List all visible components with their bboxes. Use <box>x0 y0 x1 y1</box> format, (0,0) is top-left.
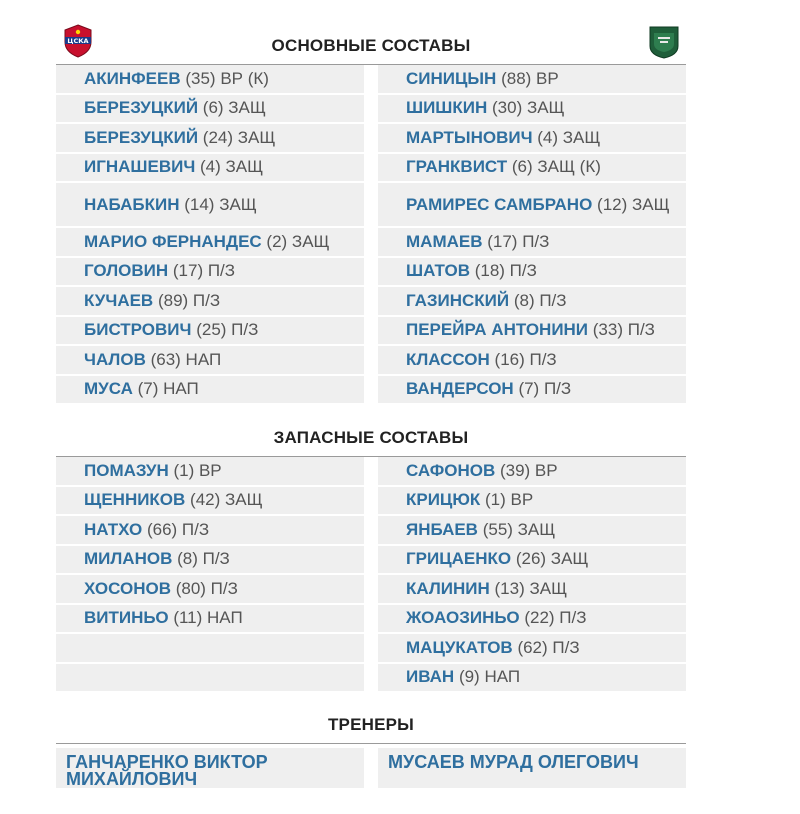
player-number-position: (22) П/З <box>524 608 587 628</box>
starting-lineups <box>56 65 686 405</box>
player-entry <box>406 637 580 657</box>
player-row[interactable] <box>378 487 686 517</box>
home-coach[interactable]: ГАНЧАРЕНКО ВИКТОР МИХАЙЛОВИЧ <box>56 748 364 788</box>
player-row <box>56 634 364 664</box>
player-row[interactable] <box>378 65 686 95</box>
player-name[interactable]: МУСА <box>84 379 133 399</box>
player-number-position: (30) ЗАЩ <box>492 98 565 118</box>
player-row[interactable] <box>378 124 686 154</box>
player-entry <box>406 194 670 214</box>
player-row[interactable] <box>56 346 364 376</box>
player-row[interactable] <box>378 228 686 258</box>
player-entry <box>406 578 568 598</box>
player-name[interactable]: САФОНОВ <box>406 460 496 480</box>
section-title-subs: ЗАПАСНЫЕ СОСТАВЫ <box>273 428 469 447</box>
player-number-position: (4) ЗАЩ <box>537 127 601 147</box>
section-title-starting: ОСНОВНЫЕ СОСТАВЫ <box>271 36 471 55</box>
home-subs-list <box>56 457 364 693</box>
player-entry <box>406 290 567 310</box>
player-name[interactable]: СИНИЦЫН <box>406 68 497 88</box>
player-row[interactable] <box>378 634 686 664</box>
player-entry <box>406 127 601 147</box>
player-name[interactable]: МАРТЫНОВИЧ <box>406 127 533 147</box>
player-number-position: (8) П/З <box>177 549 230 569</box>
section-header-starting <box>56 0 686 65</box>
player-number-position: (7) НАП <box>137 379 199 399</box>
player-entry <box>406 349 557 369</box>
player-number-position: (35) ВР (К) <box>185 68 269 88</box>
player-row[interactable] <box>56 287 364 317</box>
player-name[interactable]: ИВАН <box>406 667 455 687</box>
player-number-position: (80) П/З <box>175 578 238 598</box>
player-row <box>56 664 364 694</box>
player-row[interactable] <box>56 575 364 605</box>
player-number-position: (13) ЗАЩ <box>494 578 568 598</box>
player-entry <box>84 263 235 279</box>
player-number-position: (1) ВР <box>173 460 222 480</box>
player-row[interactable] <box>378 516 686 546</box>
player-number-position: (66) П/З <box>146 519 210 539</box>
player-name[interactable]: ШАТОВ <box>406 261 470 281</box>
player-number-position: (39) ВР <box>499 460 558 480</box>
player-name[interactable]: МАРИО ФЕРНАНДЕС <box>84 231 262 251</box>
player-row[interactable] <box>378 95 686 125</box>
player-name[interactable]: КЛАССОН <box>406 349 490 369</box>
player-entry <box>84 159 263 175</box>
player-number-position: (4) ЗАЩ <box>200 157 264 177</box>
player-entry <box>84 610 243 626</box>
player-row[interactable] <box>378 317 686 347</box>
player-name[interactable]: ГОЛОВИН <box>84 261 169 281</box>
player-entry <box>84 492 263 508</box>
player-entry <box>84 460 222 480</box>
player-entry <box>406 68 559 88</box>
player-name[interactable]: ГРАНКВИСТ <box>406 157 508 177</box>
player-row[interactable] <box>56 183 364 228</box>
player-number-position: (1) ВР <box>485 490 534 510</box>
player-entry <box>406 100 565 116</box>
player-number-position: (63) НАП <box>150 349 222 369</box>
player-number-position: (18) П/З <box>474 261 537 281</box>
player-name[interactable]: НАБАБКИН <box>84 194 180 214</box>
player-row[interactable] <box>378 546 686 576</box>
player-row[interactable] <box>56 154 364 184</box>
player-name[interactable]: КУЧАЕВ <box>84 290 154 310</box>
player-name[interactable]: КАЛИНИН <box>406 578 490 598</box>
player-entry <box>406 610 587 626</box>
player-row[interactable] <box>56 487 364 517</box>
player-number-position: (88) ВР <box>501 68 559 88</box>
player-row[interactable] <box>56 546 364 576</box>
player-name[interactable]: РАМИРЕС САМБРАНО <box>406 194 593 214</box>
player-entry <box>406 263 537 279</box>
player-row[interactable] <box>56 258 364 288</box>
section-title-coaches: ТРЕНЕРЫ <box>327 715 415 734</box>
player-number-position: (6) ЗАЩ (К) <box>511 157 601 177</box>
player-number-position: (55) ЗАЩ <box>482 519 556 539</box>
player-entry <box>406 460 558 480</box>
player-entry <box>406 669 520 685</box>
player-number-position: (9) НАП <box>458 667 521 687</box>
player-entry <box>406 322 655 338</box>
player-name[interactable]: БЕРЕЗУЦКИЙ <box>84 98 199 118</box>
player-number-position: (33) П/З <box>592 320 655 340</box>
player-entry <box>84 551 230 567</box>
section-header-coaches <box>56 693 686 744</box>
player-number-position: (8) П/З <box>513 290 567 310</box>
home-starting-list <box>56 65 364 405</box>
player-entry <box>84 100 266 116</box>
player-number-position: (26) ЗАЩ <box>515 549 589 569</box>
player-row[interactable] <box>378 154 686 184</box>
player-name[interactable]: ХОСОНОВ <box>84 578 171 598</box>
player-number-position: (24) ЗАЩ <box>202 127 276 147</box>
player-number-position: (6) ЗАЩ <box>202 98 266 118</box>
away-starting-list <box>378 65 686 405</box>
player-number-position: (17) П/З <box>487 231 550 251</box>
player-name[interactable]: ЧАЛОВ <box>84 349 146 369</box>
player-row[interactable] <box>56 95 364 125</box>
player-entry <box>406 231 550 251</box>
player-entry <box>406 381 571 397</box>
player-name[interactable]: ВАНДЕРСОН <box>406 379 514 399</box>
away-coach[interactable]: МУСАЕВ МУРАД ОЛЕГОВИЧ <box>378 748 686 788</box>
player-name[interactable]: БЕРЕЗУЦКИЙ <box>84 127 199 147</box>
substitute-lineups <box>56 457 686 693</box>
player-entry <box>84 194 257 214</box>
player-number-position: (17) П/З <box>172 261 236 281</box>
player-number-position: (7) П/З <box>518 379 572 399</box>
player-row[interactable] <box>378 183 686 228</box>
player-number-position: (14) ЗАЩ <box>184 194 257 214</box>
player-row[interactable] <box>378 575 686 605</box>
player-row[interactable] <box>56 228 364 258</box>
player-name[interactable]: ПОМАЗУН <box>84 460 169 480</box>
player-name[interactable]: ШИШКИН <box>406 98 488 118</box>
player-name[interactable]: ГАЗИНСКИЙ <box>406 290 510 310</box>
player-entry <box>406 519 556 539</box>
player-entry <box>84 381 199 397</box>
player-number-position: (12) ЗАЩ <box>597 194 670 214</box>
player-row[interactable] <box>56 65 364 95</box>
player-number-position: (25) П/З <box>196 320 259 340</box>
svg-text:ЦСКА: ЦСКА <box>67 37 89 45</box>
player-row[interactable] <box>378 457 686 487</box>
player-number-position: (62) П/З <box>517 637 580 657</box>
player-number-position: (11) НАП <box>173 608 243 628</box>
player-number-position: (2) ЗАЩ <box>266 231 330 251</box>
player-entry <box>406 551 588 567</box>
player-name[interactable]: ПЕРЕЙРА АНТОНИНИ <box>406 320 589 340</box>
player-name[interactable]: ЯНБАЕВ <box>406 519 478 539</box>
player-row[interactable] <box>378 287 686 317</box>
player-number-position: (89) П/З <box>157 290 221 310</box>
player-entry <box>84 231 330 251</box>
player-entry <box>84 578 238 598</box>
player-row[interactable] <box>378 346 686 376</box>
player-name[interactable]: АКИНФЕЕВ <box>84 68 181 88</box>
player-entry <box>84 322 258 338</box>
player-row[interactable] <box>378 258 686 288</box>
player-name[interactable]: КРИЦЮК <box>406 490 481 510</box>
player-name[interactable]: ЩЕННИКОВ <box>84 490 186 510</box>
away-subs-list <box>378 457 686 693</box>
coaches-row <box>56 748 686 788</box>
player-name[interactable]: МАМАЕВ <box>406 231 483 251</box>
player-name[interactable]: МАЦУКАТОВ <box>406 637 513 657</box>
player-row[interactable] <box>56 317 364 347</box>
player-name[interactable]: БИСТРОВИЧ <box>84 320 192 340</box>
player-name[interactable]: ГРИЦАЕНКО <box>406 549 512 569</box>
player-name[interactable]: МИЛАНОВ <box>84 549 173 569</box>
player-row[interactable] <box>56 457 364 487</box>
player-name[interactable]: ВИТИНЬО <box>84 608 169 628</box>
player-row[interactable] <box>56 605 364 635</box>
player-row[interactable] <box>56 516 364 546</box>
player-name[interactable]: ЖОАОЗИНЬО <box>406 608 520 628</box>
player-number-position: (42) ЗАЩ <box>190 490 263 510</box>
player-entry <box>84 519 210 539</box>
player-row[interactable] <box>56 376 364 406</box>
player-entry <box>406 492 533 508</box>
player-row[interactable] <box>378 605 686 635</box>
player-entry <box>84 68 269 88</box>
player-entry <box>84 290 221 310</box>
player-row[interactable] <box>378 376 686 406</box>
player-row[interactable] <box>56 124 364 154</box>
player-entry <box>84 349 222 369</box>
player-entry <box>406 159 601 175</box>
player-entry <box>84 127 276 147</box>
player-number-position: (16) П/З <box>494 349 557 369</box>
player-row[interactable] <box>378 664 686 694</box>
player-name[interactable]: НАТХО <box>84 519 143 539</box>
player-name[interactable]: ИГНАШЕВИЧ <box>84 157 196 177</box>
section-header-subs <box>56 405 686 457</box>
